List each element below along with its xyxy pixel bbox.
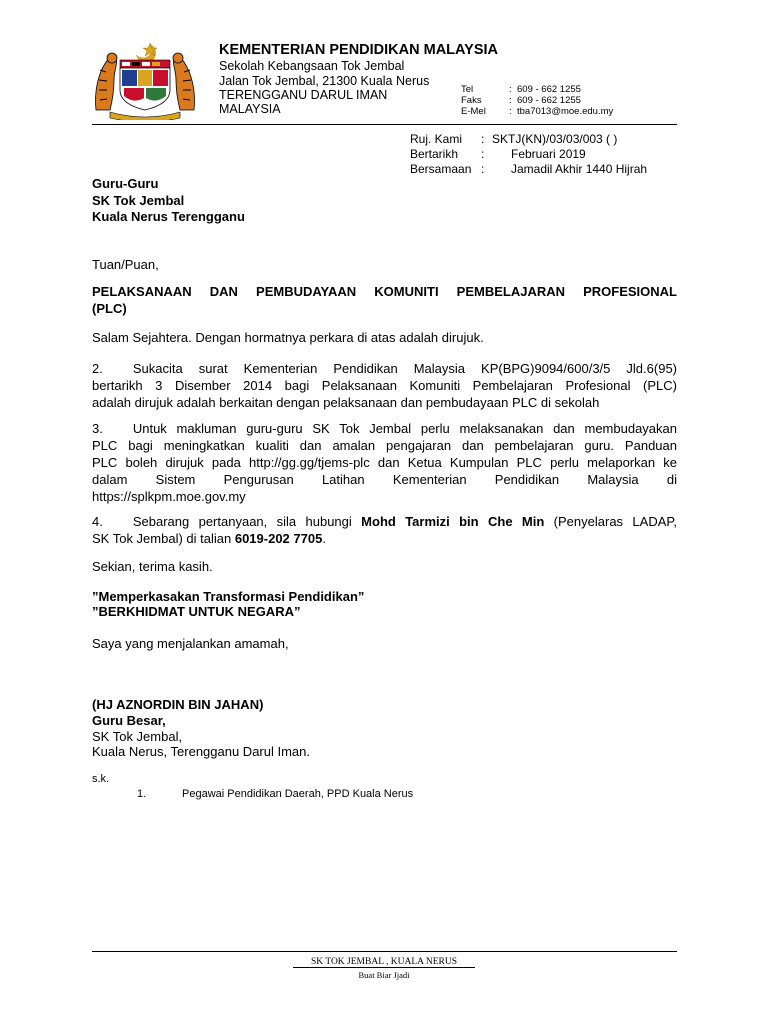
contact-person-name: Mohd Tarmizi bin Che Min — [361, 514, 545, 529]
email-label: E-Mel — [461, 106, 486, 117]
fax-separator: : — [509, 95, 512, 106]
paragraph-3-line-1: Untuk makluman guru-guru SK Tok Jembal perlu melaksanakan dan membudayakan — [132, 421, 677, 436]
paragraph-3-line-3: PLC boleh dirujuk pada http://gg.gg/tjems-plc dan Ketua Kumpulan PLC perlu melaporkan ke — [92, 455, 677, 470]
coat-of-arms-logo — [92, 40, 198, 120]
hijri-value: Jamadil Akhir 1440 Hijrah — [511, 162, 648, 176]
ministry-title: KEMENTERIAN PENDIDIKAN MALAYSIA — [219, 42, 499, 58]
signatory-org: SK Tok Jembal, — [92, 729, 183, 744]
plc-link[interactable]: https://splkpm.moe.gov.my — [92, 489, 246, 504]
paragraph-4 — [92, 513, 677, 547]
ref-value: SKTJ(KN)/03/03/003 ( ) — [492, 132, 618, 146]
amanah-line: Saya yang menjalankan amamah, — [92, 636, 289, 651]
school-state: TERENGGANU DARUL IMAN — [219, 88, 388, 102]
footer-motto: Buat Biar Jjadi — [358, 970, 410, 980]
contact-phone: 6019-202 7705 — [234, 531, 323, 546]
recipient-line-2: SK Tok Jembal — [92, 193, 185, 208]
paragraph-2 — [92, 360, 677, 411]
cc-item-number: 1. — [137, 788, 147, 800]
date-label: Bertarikh — [410, 147, 459, 161]
greeting: Salam Sejahtera. Dengan hormatnya perkara di atas adalah dirujuk. — [92, 330, 484, 345]
closing: Sekian, terima kasih. — [92, 559, 213, 574]
paragraph-3-line-4: dalam Sistem Pengurusan Latihan Kementerian Pendidikan Malaysia di — [92, 472, 677, 487]
recipient-line-3: Kuala Nerus Terengganu — [92, 209, 245, 224]
salutation: Tuan/Puan, — [92, 257, 159, 272]
date-value: Februari 2019 — [511, 147, 586, 161]
paragraph-4-post: (Penyelaras LADAP, — [544, 514, 677, 529]
paragraph-2-line-3: adalah dirujuk adalah berkaitan dengan pelaksanaan dan pembudayaan PLC di sekolah — [92, 395, 600, 410]
signatory-title: Guru Besar, — [92, 713, 166, 728]
header-divider — [92, 124, 677, 125]
paragraph-4-number: 4. — [92, 514, 103, 529]
tel-label: Tel — [461, 84, 474, 95]
paragraph-4-line-2: SK Tok Jembal) di talian — [92, 531, 235, 546]
recipient-line-1: Guru-Guru — [92, 176, 159, 191]
school-country: MALAYSIA — [219, 102, 281, 116]
paragraph-3-number: 3. — [92, 421, 103, 436]
fax-label: Faks — [461, 95, 482, 106]
date-separator: : — [481, 147, 485, 161]
signatory-location: Kuala Nerus, Terengganu Darul Iman. — [92, 744, 310, 759]
hijri-separator: : — [481, 162, 485, 176]
subject-line-2: (PLC) — [92, 301, 127, 316]
ref-label: Ruj. Kami — [410, 132, 463, 146]
school-street: Jalan Tok Jembal, 21300 Kuala Nerus — [219, 74, 430, 88]
cc-item-text: Pegawai Pendidikan Daerah, PPD Kuala Nerus — [182, 788, 414, 800]
footer-school: SK TOK JEMBAL , KUALA NERUS — [293, 957, 475, 968]
paragraph-2-number: 2. — [92, 361, 103, 376]
tel-value: 609 - 662 1255 — [517, 84, 581, 95]
slogan-2: ”BERKHIDMAT UNTUK NEGARA” — [92, 604, 301, 619]
fax-value: 609 - 662 1255 — [517, 95, 581, 106]
ref-separator: : — [481, 132, 485, 146]
school-name: Sekolah Kebangsaan Tok Jembal — [219, 59, 405, 73]
paragraph-3 — [92, 420, 677, 505]
paragraph-3-line-2: PLC bagi meningkatkan kualiti dan amalan pengajaran dan pembelajaran guru. Panduan — [92, 438, 677, 453]
paragraph-2-line-2: bertarikh 3 Disember 2014 bagi Pelaksanaan Komuniti Pembelajaran Profesional (PLC) — [92, 378, 677, 393]
subject — [92, 283, 677, 317]
footer-block — [0, 957, 768, 967]
paragraph-4-pre: Sebarang pertanyaan, sila hubungi — [132, 514, 362, 529]
email-separator: : — [509, 106, 512, 117]
email-value[interactable]: tba7013@moe.edu.my — [517, 106, 614, 117]
slogan-1: ”Memperkasakan Transformasi Pendidikan” — [92, 589, 365, 604]
tel-separator: : — [509, 84, 512, 95]
paragraph-2-line-1: Sukacita surat Kementerian Pendidikan Malaysia KP(BPG)9094/600/3/5 Jld.6(95) — [132, 361, 677, 376]
cc-label: s.k. — [92, 773, 110, 785]
signatory-name: (HJ AZNORDIN BIN JAHAN) — [92, 697, 264, 712]
subject-line-1: PELAKSANAAN DAN PEMBUDAYAAN KOMUNITI PEMBELAJARAN PROFESIONAL — [92, 284, 677, 299]
paragraph-4-end: . — [322, 531, 326, 546]
hijri-label: Bersamaan — [410, 162, 472, 176]
footer-divider — [92, 951, 677, 952]
